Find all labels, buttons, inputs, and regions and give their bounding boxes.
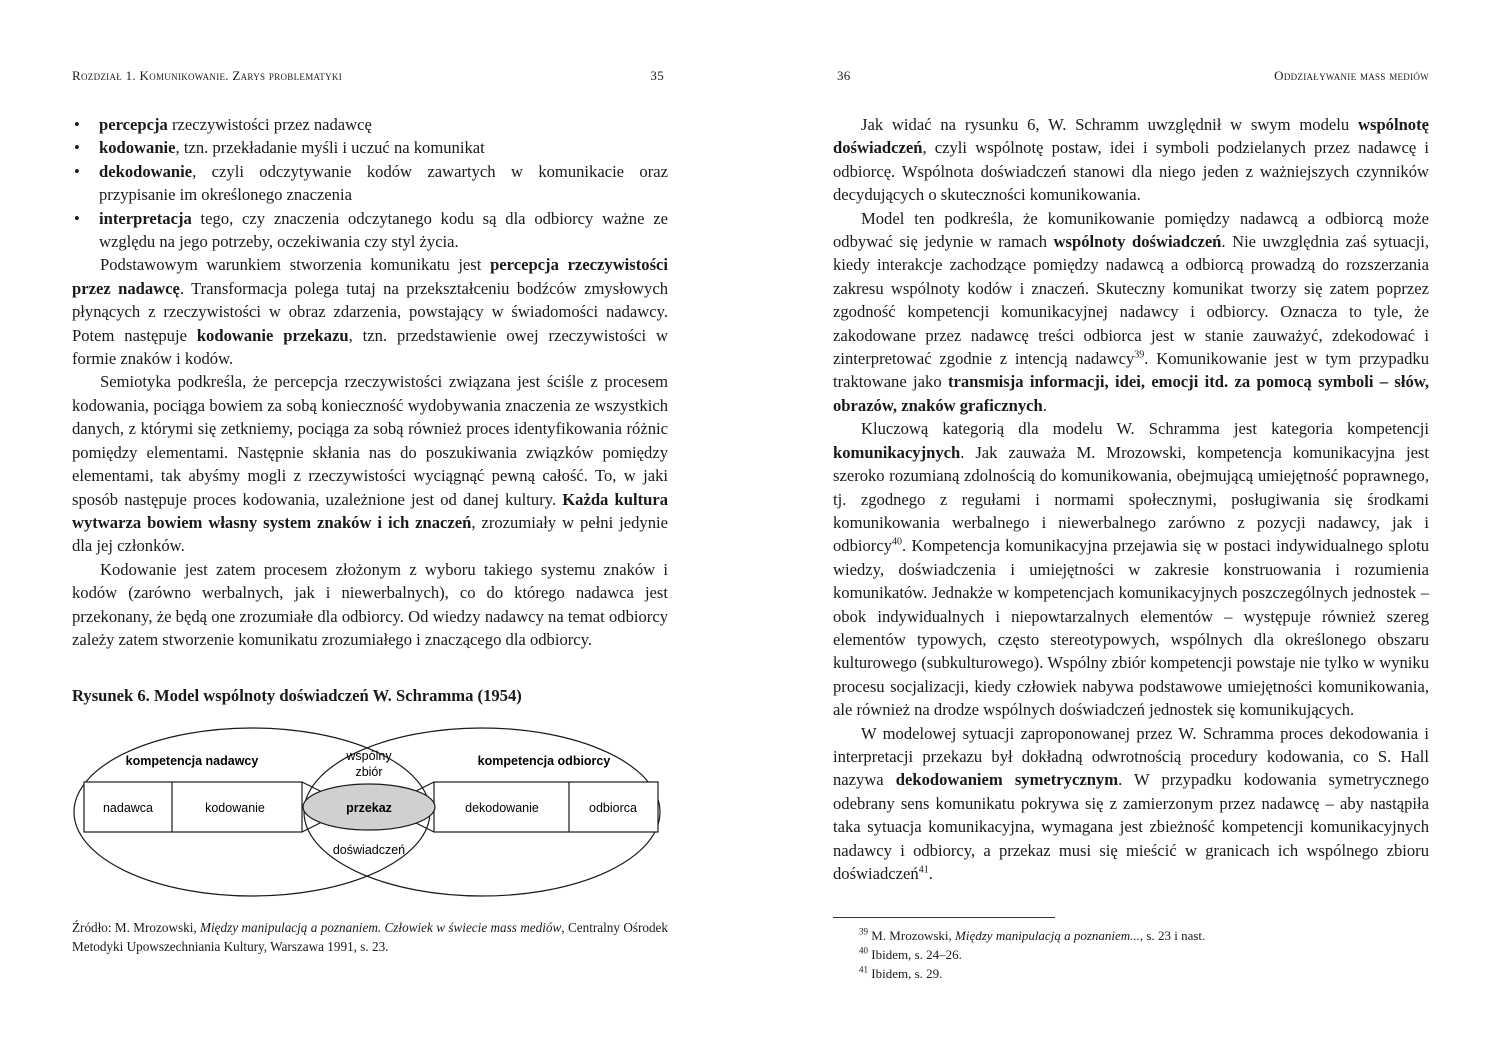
bullet-term: dekodowanie [99, 161, 193, 181]
footnote-ref: 41 [918, 864, 929, 876]
bold-run: dekodowaniem symetrycznym [895, 770, 1119, 790]
paragraph [833, 417, 1429, 721]
right-running-head-title: Oddziaływanie mass mediów [1274, 68, 1429, 83]
text-run: . Nie uwzględnia zaś sytuacji, kiedy interakcje zachodzące pomiędzy nadawcą a odbiorcą prowadzą do rozszerzania zakresu wspólnoty kodów i znaczeń. Skuteczny komunikat tworzy się zatem poprzez zgodność kompetencji komunikacyjnej nadawcy i odbiorcy. Oznacza to tyle, że zakodowane przez nadawcę treści odbiorca jest w stanie zauważyć, zdekodować i zinterpretować zgodnie z intencją nadawcy [833, 232, 1430, 369]
text-run: W modelowej sytuacji zaproponowanej przez W. Schramma proces dekodowania i interpretacji przekazu był dokładną odwrotnością procedury kodowania, co S. Hall nazywa [833, 723, 1429, 790]
paragraph [72, 370, 668, 557]
text-run: . Kompetencja komunikacyjna przejawia się w postaci indywidualnego splotu wiedzy, doświadczenia i umiejętności w zakresie konstruowania i rozumienia komunikatów. Jednakże w kompetencjach komunikacyjnych poszczególnych jednostek – obok indywidualnych i niepowtarzalnych elementów – występuje również szereg elementów typowych, często stereotypowych, wspólnych dla określonego obszaru kulturowego (subkulturowego). Wspólny zbiór kompetencji powstaje nie tylko w wyniku procesu socjalizacji, kiedy człowiek nabywa podstawowe umiejętności komunikowania, ale również na drodze wspólnych doświadczeń jednostek się komunikujących. [833, 536, 1429, 720]
text-run: Model ten podkreśla, że komunikowanie pomiędzy nadawcą a odbiorcą może odbywać się jedynie w ramach [833, 208, 1429, 252]
sender-label: nadawca [102, 801, 154, 815]
bold-run: transmisja informacji, idei, emocji itd. za pomocą symboli – słów, obrazów, znaków graficznych [833, 372, 1429, 415]
footnotes [833, 926, 1429, 983]
text-run: Podstawowym warunkiem stworzenia komunikatu jest [100, 255, 491, 275]
figure-caption: Rysunek 6. Model wspólnoty doświadczeń W. Schramma (1954) [72, 686, 522, 705]
bold-run: percepcja rzeczywistości przez nadawcę [72, 255, 668, 298]
text-run: . [1042, 395, 1047, 415]
right-body-text [833, 113, 1429, 885]
footnote-ref: 40 [892, 536, 902, 548]
bold-run: Każda kultura wytwarza bowiem własny system znaków i ich znaczeń [72, 489, 668, 532]
footnote [833, 964, 1429, 983]
right-page-number: 36 [837, 68, 851, 83]
footnote-number: 39 [859, 926, 868, 937]
text-run: , tzn. przedstawienie owej rzeczywistości w formie znaków i kodów. [72, 325, 668, 369]
receiver-label: odbiorca [589, 801, 637, 815]
bullet-item [72, 136, 668, 159]
footnote-number: 41 [859, 964, 868, 975]
footnote-rule [833, 917, 1055, 918]
footnote-ref: 39 [1134, 349, 1145, 361]
text-run: Kodowanie jest zatem procesem złożonym z wyboru takiego systemu znaków i kodów (zarówno werbalnych, jak i niewerbalnych), co do którego nadawca jest przekonany, że będą one zrozumiałe dla odbiorcy. Od wiedzy nadawcy na temat odbiorcy zależy zatem stworzenie komunikatu zrozumiałego i znaczącego dla odbiorcy. [72, 559, 668, 649]
footnote-number: 40 [859, 945, 868, 956]
text-run: . Transformacja polega tutaj na przekształceniu bodźców zmysłowych płynących z rzeczywistości w obraz zdarzenia, powstający w świadomości nadawcy. Potem następuje [72, 278, 668, 345]
text-run: , zrozumiały w pełni jedynie dla jej członków. [72, 512, 668, 556]
italic-run: Między manipulacją a poznaniem... [955, 928, 1140, 943]
text-run: Ibidem, s. 29. [868, 966, 943, 981]
text-run: . W przypadku kodowania symetrycznego odebrany sens komunikatu pokrywa się z zamierzonym przez nadawcę – aby nastąpiła taka sytuacja komunikacyjna, wymagana jest zbieżność kompetencji komunikacyjnych nadawcy i odbiorcy, a przekaz musi się mieścić w granicach ich wspólnego zbioru doświadczeń [833, 770, 1429, 883]
text-run: Ibidem, s. 24–26. [868, 947, 962, 962]
paragraph [833, 207, 1429, 418]
bullet-term: interpretacja [99, 208, 192, 228]
bold-run: kodowanie przekazu [196, 325, 349, 345]
text-run: Kluczową kategorią dla modelu W. Schramma jest kategoria kompetencji [861, 419, 1429, 439]
footnote [833, 945, 1429, 964]
bullet-list [72, 113, 668, 253]
text-run: . Jak zauważa M. Mrozowski, kompetencja komunikacyjna jest szeroko rozumianą zdolnością do komunikowania, obejmującą umiejętność poprawnego, tj. zgodnego z regułami i normami społecznymi, posługiwania się środkami komunikowania werbalnego i niewerbalnego zarówno z pozycji nadawcy, jak i odbiorcy [833, 442, 1429, 556]
text-run: , czyli wspólnotę postaw, idei i symboli podzielanych przez nadawcę i odbiorcę. Wspólnota doświadczeń stanowi dla niego jeden z ważniejszych czynników decydujących o skuteczności komunikowania. [833, 138, 1429, 205]
bullet-term: percepcja [99, 115, 168, 134]
paragraph [72, 558, 668, 652]
bullet-text: , tzn. przekładanie myśli i uczuć na komunikat [175, 138, 485, 158]
paragraph [833, 722, 1429, 886]
diagram-svg [72, 726, 668, 906]
schramm-model-diagram [72, 726, 668, 906]
message-label: przekaz [346, 801, 392, 815]
paragraph [72, 253, 668, 370]
text-run: . Komunikowanie jest w tym przypadku traktowane jako [833, 349, 1429, 392]
left-page [72, 0, 668, 1061]
bold-run: wspólnoty doświadczeń [1053, 232, 1222, 252]
text-run: M. Mrozowski, [868, 928, 956, 943]
bullet-text: tego, czy znaczenia odczytanego kodu są dla odbiorcy ważne ze względu na jego potrzeby, oczekiwania czy styl życia. [99, 208, 668, 252]
text-run: . [928, 864, 933, 883]
bullet-item [72, 160, 668, 207]
encoding-label: kodowanie [205, 801, 265, 815]
bullet-item [72, 113, 668, 136]
bold-run: wspólnotę doświadczeń [833, 115, 1429, 158]
bullet-text: , czyli odczytywanie kodów zawartych w komunikacie oraz przypisanie im określonego znaczenia [99, 161, 668, 205]
text-run: , s. 23 i nast. [1139, 928, 1206, 943]
shared-set-label-line1: wspólny [346, 749, 392, 763]
bullet-item [72, 207, 668, 254]
footnote [833, 926, 1429, 945]
figure-source-note [72, 918, 668, 956]
left-body-text [72, 113, 668, 651]
sender-competence-label: kompetencja nadawcy [125, 754, 259, 768]
text-run: , Centralny Ośrodek Metodyki Upowszechniania Kultury, Warszawa 1991, s. 23. [72, 920, 669, 954]
receiver-competence-label: kompetencja odbiorcy [477, 754, 611, 768]
text-run: Źródło: M. Mrozowski, [72, 920, 201, 935]
decoding-label: dekodowanie [465, 801, 539, 815]
shared-set-label-line2: zbiór [355, 765, 383, 779]
bold-run: komunikacyjnych [833, 442, 961, 462]
left-running-head [72, 68, 668, 88]
right-running-head [833, 68, 1429, 88]
paragraph [833, 113, 1429, 207]
text-run: Semiotyka podkreśla, że percepcja rzeczywistości związana jest ściśle z procesem kodowania, pociąga bowiem za sobą konieczność wydobywania znaczenia ze wszystkich danych, z którymi się zetkniemy, pociąga za sobą również proces identyfikowania różnic pomiędzy elementami. Następnie skłania nas do poszukiwania związków pomiędzy elementami, tak abyśmy mogli z rzeczywistości wyciągnąć pewną całość. To, w jaki sposób następuje proces kodowania, uzależnione jest od danej kultury. [72, 372, 668, 509]
bullet-term: kodowanie [99, 138, 176, 158]
text-run: Jak widać na rysunku 6, W. Schramm uwzględnił w swym modelu [861, 115, 1358, 134]
italic-run: Między manipulacją a poznaniem. Człowiek w świecie mass mediów [200, 920, 562, 935]
bullet-text: rzeczywistości przez nadawcę [167, 115, 372, 134]
right-page [833, 0, 1429, 1061]
left-page-number: 35 [650, 68, 664, 83]
left-running-head-title: Rozdział 1. Komunikowanie. Zarys problematyki [72, 68, 342, 83]
experience-label: doświadczeń [332, 843, 406, 857]
